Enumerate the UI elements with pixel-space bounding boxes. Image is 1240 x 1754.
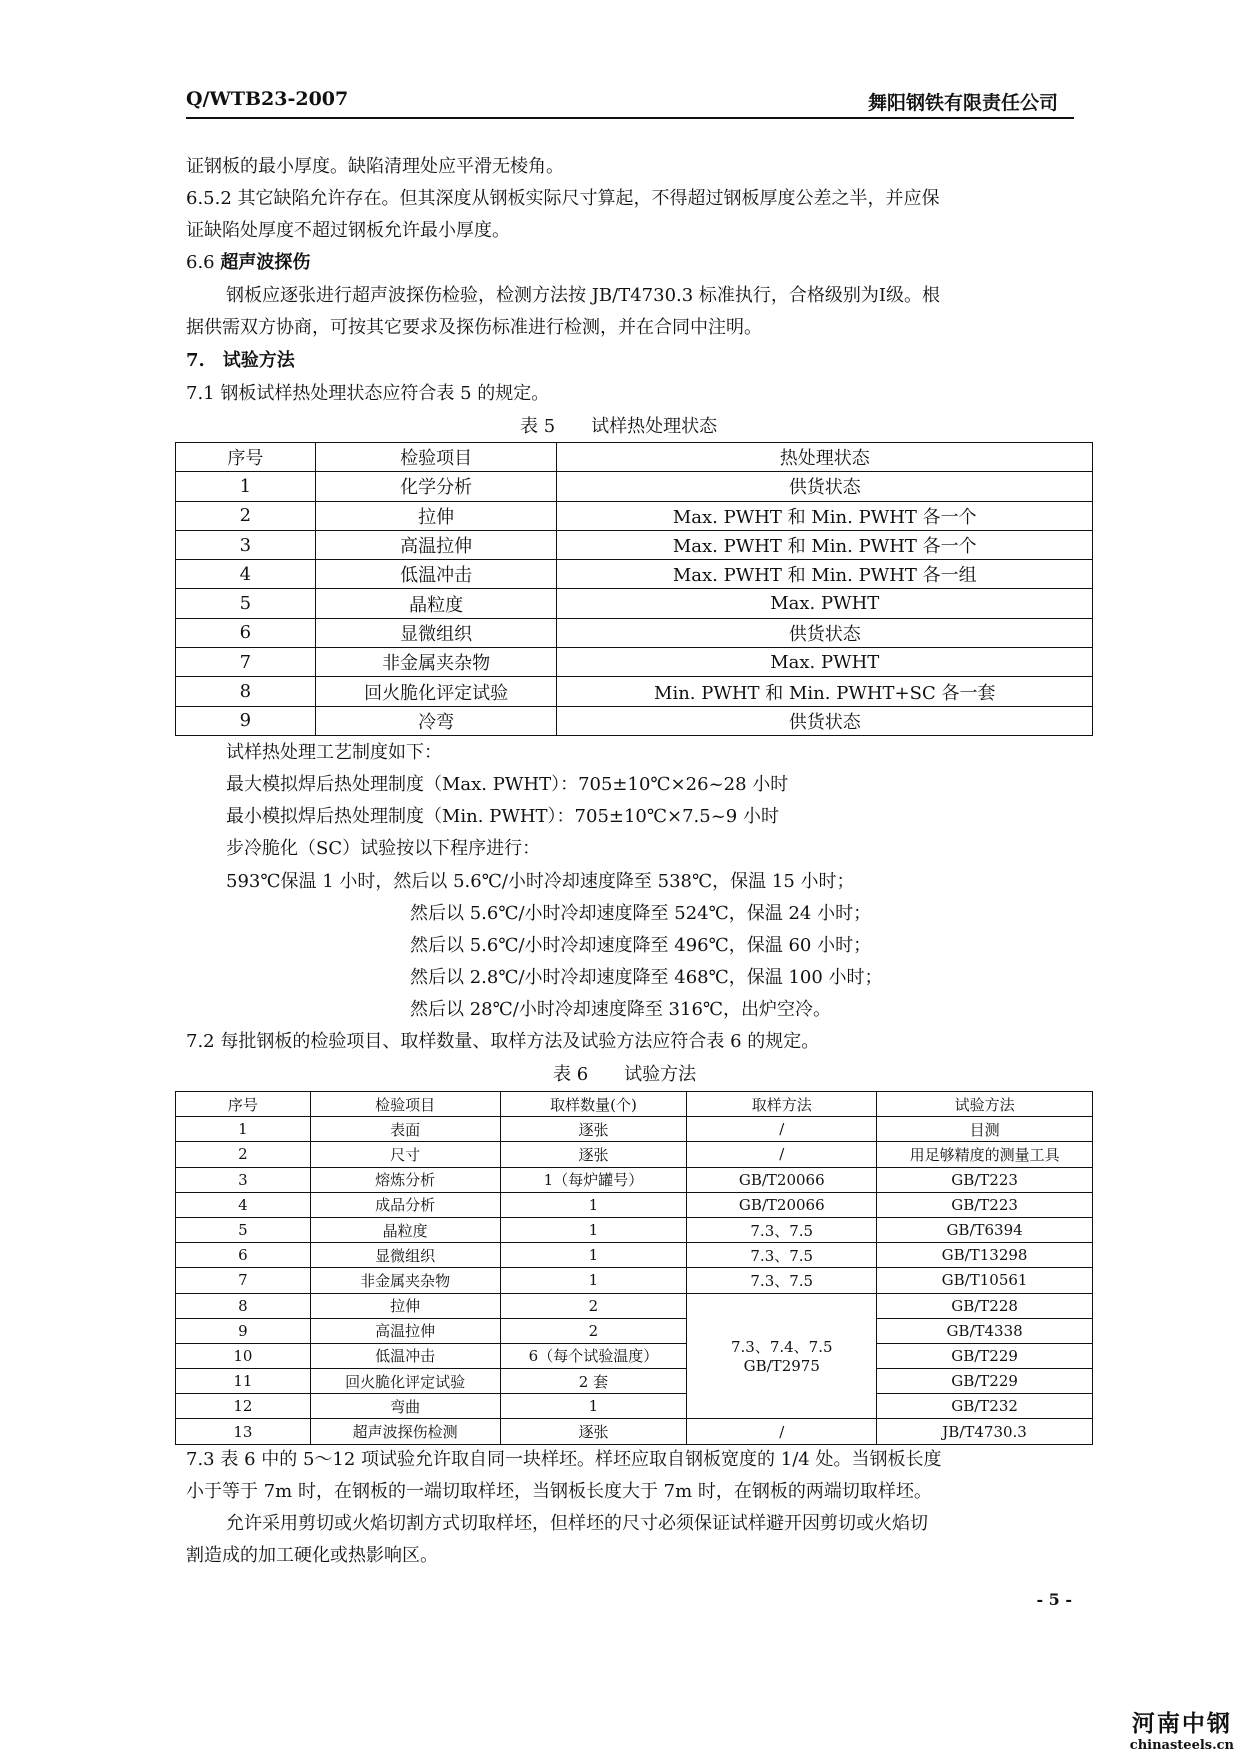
table-cell: 用足够精度的测量工具: [877, 1142, 1093, 1167]
table-cell: 目测: [877, 1117, 1093, 1142]
table-cell: 1: [500, 1192, 687, 1217]
paragraph-line: 7.1 钢板试样热处理状态应符合表 5 的规定。: [186, 383, 550, 404]
merged-method-line: GB/T2975: [743, 1357, 820, 1376]
table-row: [176, 560, 1093, 589]
table-row: [176, 618, 1093, 647]
table-cell: 熔炼分析: [310, 1167, 500, 1192]
page-number: - 5 -: [1036, 1590, 1072, 1609]
table-cell: 非金属夹杂物: [310, 1268, 500, 1293]
table-cell: Max. PWHT 和 Min. PWHT 各一个: [557, 530, 1093, 559]
section-number: 6.6: [186, 252, 215, 273]
paragraph-line: 证钢板的最小厚度。缺陷清理处应平滑无棱角。: [186, 156, 564, 177]
table-cell: 显微组织: [315, 618, 557, 647]
table-cell: 5: [176, 1217, 311, 1242]
table-cell: 6: [176, 618, 316, 647]
table-row: [176, 1419, 1093, 1444]
table-cell: 2: [176, 1142, 311, 1167]
table-cell: 晶粒度: [310, 1217, 500, 1242]
table-cell: 弯曲: [310, 1394, 500, 1419]
table-cell: GB/T229: [877, 1369, 1093, 1394]
table-cell: 13: [176, 1419, 311, 1444]
table-cell: 2: [500, 1293, 687, 1318]
table-cell: 显微组织: [310, 1243, 500, 1268]
table-cell: 逐张: [500, 1117, 687, 1142]
paragraph-line: 小于等于 7m 时，在钢板的一端切取样坯，当钢板长度大于 7m 时，在钢板的两端切取样坯。: [186, 1481, 932, 1502]
paragraph-line: 7.2 每批钢板的检验项目、取样数量、取样方法及试验方法应符合表 6 的规定。: [186, 1031, 820, 1052]
paragraph-line: 割造成的加工硬化或热影响区。: [186, 1545, 438, 1566]
table-cell: 1: [500, 1268, 687, 1293]
table-cell: 高温拉伸: [310, 1318, 500, 1343]
table-cell: 尺寸: [310, 1142, 500, 1167]
table-cell: 1（每炉罐号）: [500, 1167, 687, 1192]
table-row: [176, 501, 1093, 530]
table-cell: 7: [176, 648, 316, 677]
table-cell: 供货状态: [557, 618, 1093, 647]
paragraph-line: 据供需双方协商，可按其它要求及探伤标准进行检测，并在合同中注明。: [186, 317, 762, 338]
table-row: [176, 677, 1093, 706]
table-cell: 6（每个试验温度）: [500, 1343, 687, 1368]
table-cell: GB/T6394: [877, 1217, 1093, 1242]
table-cell: GB/T13298: [877, 1243, 1093, 1268]
table-cell: Max. PWHT 和 Min. PWHT 各一组: [557, 560, 1093, 589]
table-cell: 晶粒度: [315, 589, 557, 618]
table-cell: 拉伸: [315, 501, 557, 530]
watermark-logo: [1130, 1705, 1234, 1753]
paragraph-line: 最小模拟焊后热处理制度（Min. PWHT）：705±10℃×7.5~9 小时: [226, 806, 779, 827]
table-cell: Max. PWHT 和 Min. PWHT 各一个: [557, 501, 1093, 530]
table-header-cell: 序号: [176, 443, 316, 472]
table-cell: 4: [176, 1192, 311, 1217]
table-header-row: [176, 443, 1093, 472]
table-header-cell: 热处理状态: [557, 443, 1093, 472]
table-cell: 8: [176, 677, 316, 706]
table-cell: 5: [176, 589, 316, 618]
paragraph-line: 步冷脆化（SC）试验按以下程序进行：: [226, 838, 541, 859]
table-cell: 成品分析: [310, 1192, 500, 1217]
table-cell: /: [687, 1419, 877, 1444]
table-cell: 3: [176, 1167, 311, 1192]
paragraph-line: 7.3 表 6 中的 5～12 项试验允许取自同一块样坯。样坯应取自钢板宽度的 1/4 处。当钢板长度: [186, 1449, 942, 1470]
paragraph-line: 最大模拟焊后热处理制度（Max. PWHT）：705±10℃×26~28 小时: [226, 774, 789, 795]
table-cell: 4: [176, 560, 316, 589]
table-cell: 供货状态: [557, 706, 1093, 735]
table5-caption: 表 5 试样热处理状态: [520, 416, 718, 437]
table-cell: 冷弯: [315, 706, 557, 735]
table-cell: GB/T228: [877, 1293, 1093, 1318]
section-heading-6-6: [186, 248, 310, 274]
table-cell: 7.3、7.5: [687, 1268, 877, 1293]
table-row: [176, 472, 1093, 501]
table-row: [176, 1192, 1093, 1217]
table-cell: GB/T223: [877, 1192, 1093, 1217]
table-cell: 拉伸: [310, 1293, 500, 1318]
section-heading-7: 7. 试验方法: [186, 350, 295, 371]
watermark-en: chinasteels.cn: [1129, 1738, 1234, 1753]
table-cell: 超声波探伤检测: [310, 1419, 500, 1444]
table-cell: 1: [500, 1217, 687, 1242]
merged-method-cell: [687, 1293, 877, 1419]
table-cell: 7.3、7.5: [687, 1243, 877, 1268]
table-cell: 9: [176, 706, 316, 735]
table6: [175, 1091, 1093, 1445]
header-rule: [186, 117, 1074, 119]
table-cell: 逐张: [500, 1142, 687, 1167]
table-cell: 逐张: [500, 1419, 687, 1444]
table-row: [176, 589, 1093, 618]
table-cell: 1: [176, 472, 316, 501]
company-name: 舞阳钢铁有限责任公司: [867, 92, 1058, 114]
table-cell: /: [687, 1142, 877, 1167]
table-cell: Max. PWHT: [557, 589, 1093, 618]
table-cell: 低温冲击: [315, 560, 557, 589]
table-cell: 11: [176, 1369, 311, 1394]
table-cell: 回火脆化评定试验: [310, 1369, 500, 1394]
table-cell: /: [687, 1117, 877, 1142]
table-header-cell: 检验项目: [310, 1092, 500, 1117]
sc-step: 593℃保温 1 小时，然后以 5.6℃/小时冷却速度降至 538℃，保温 15 小时；: [226, 871, 855, 892]
table-row: [176, 1243, 1093, 1268]
table-header-cell: 取样方法: [687, 1092, 877, 1117]
table-cell: 低温冲击: [310, 1343, 500, 1368]
table-row: [176, 1142, 1093, 1167]
table-cell: Min. PWHT 和 Min. PWHT+SC 各一套: [557, 677, 1093, 706]
table-cell: GB/T223: [877, 1167, 1093, 1192]
table-cell: GB/T232: [877, 1394, 1093, 1419]
table-cell: Max. PWHT: [557, 648, 1093, 677]
table-header-cell: 取样数量(个): [500, 1092, 687, 1117]
paragraph-line: 6.5.2 其它缺陷允许存在。但其深度从钢板实际尺寸算起，不得超过钢板厚度公差之半，并应保: [186, 188, 940, 209]
table-header-cell: 序号: [176, 1092, 311, 1117]
table-cell: 7.3、7.5: [687, 1217, 877, 1242]
table-cell: 1: [176, 1117, 311, 1142]
paragraph-line: 钢板应逐张进行超声波探伤检验，检测方法按 JB/T4730.3 标准执行，合格级别为Ⅰ级。根: [226, 285, 941, 306]
table-cell: JB/T4730.3: [877, 1419, 1093, 1444]
doc-code: Q/WTB23-2007: [186, 88, 349, 110]
table-row: [176, 1167, 1093, 1192]
table-row: [176, 1394, 1093, 1419]
table-row: [176, 648, 1093, 677]
table-cell: 1: [500, 1394, 687, 1419]
table-cell: 8: [176, 1293, 311, 1318]
paragraph-line: 试样热处理工艺制度如下：: [226, 742, 442, 763]
table-cell: 1: [500, 1243, 687, 1268]
table6-caption: 表 6 试验方法: [553, 1064, 697, 1085]
table-cell: 高温拉伸: [315, 530, 557, 559]
table-cell: 6: [176, 1243, 311, 1268]
table-cell: 回火脆化评定试验: [315, 677, 557, 706]
table-row: [176, 706, 1093, 735]
table-row: [176, 1117, 1093, 1142]
table-cell: GB/T4338: [877, 1318, 1093, 1343]
table-cell: 2 套: [500, 1369, 687, 1394]
sc-step: 然后以 2.8℃/小时冷却速度降至 468℃，保温 100 小时；: [410, 967, 883, 988]
table-header-cell: 检验项目: [315, 443, 557, 472]
table-cell: 化学分析: [315, 472, 557, 501]
table-cell: GB/T20066: [687, 1167, 877, 1192]
table-row: [176, 1369, 1093, 1394]
table-cell: 9: [176, 1318, 311, 1343]
sc-step: 然后以 28℃/小时冷却速度降至 316℃，出炉空冷。: [410, 999, 832, 1020]
sc-step: 然后以 5.6℃/小时冷却速度降至 524℃，保温 24 小时；: [410, 903, 872, 924]
table-cell: 3: [176, 530, 316, 559]
table-cell: GB/T10561: [877, 1268, 1093, 1293]
table-row: [176, 530, 1093, 559]
section-title: 超声波探伤: [220, 252, 311, 273]
table-cell: 7: [176, 1268, 311, 1293]
table-row: [176, 1343, 1093, 1368]
table-cell: 2: [500, 1318, 687, 1343]
table5: [175, 442, 1093, 736]
table-cell: 非金属夹杂物: [315, 648, 557, 677]
watermark-cn: 河南中钢: [1131, 1710, 1232, 1737]
table-row: [176, 1293, 1093, 1318]
table-cell: 12: [176, 1394, 311, 1419]
table-cell: GB/T20066: [687, 1192, 877, 1217]
table-header-cell: 试验方法: [877, 1092, 1093, 1117]
table-cell: 表面: [310, 1117, 500, 1142]
sc-step: 然后以 5.6℃/小时冷却速度降至 496℃，保温 60 小时；: [410, 935, 872, 956]
merged-method-line: 7.3、7.4、7.5: [730, 1338, 833, 1357]
table-cell: 2: [176, 501, 316, 530]
table-cell: 10: [176, 1343, 311, 1368]
table-header-row: [176, 1092, 1093, 1117]
table-row: [176, 1318, 1093, 1343]
table-cell: 供货状态: [557, 472, 1093, 501]
paragraph-line: 允许采用剪切或火焰切割方式切取样坯，但样坯的尺寸必须保证试样避开因剪切或火焰切: [226, 1513, 928, 1534]
table-row: [176, 1268, 1093, 1293]
paragraph-line: 证缺陷处厚度不超过钢板允许最小厚度。: [186, 220, 510, 241]
table-cell: GB/T229: [877, 1343, 1093, 1368]
table-row: [176, 1217, 1093, 1242]
